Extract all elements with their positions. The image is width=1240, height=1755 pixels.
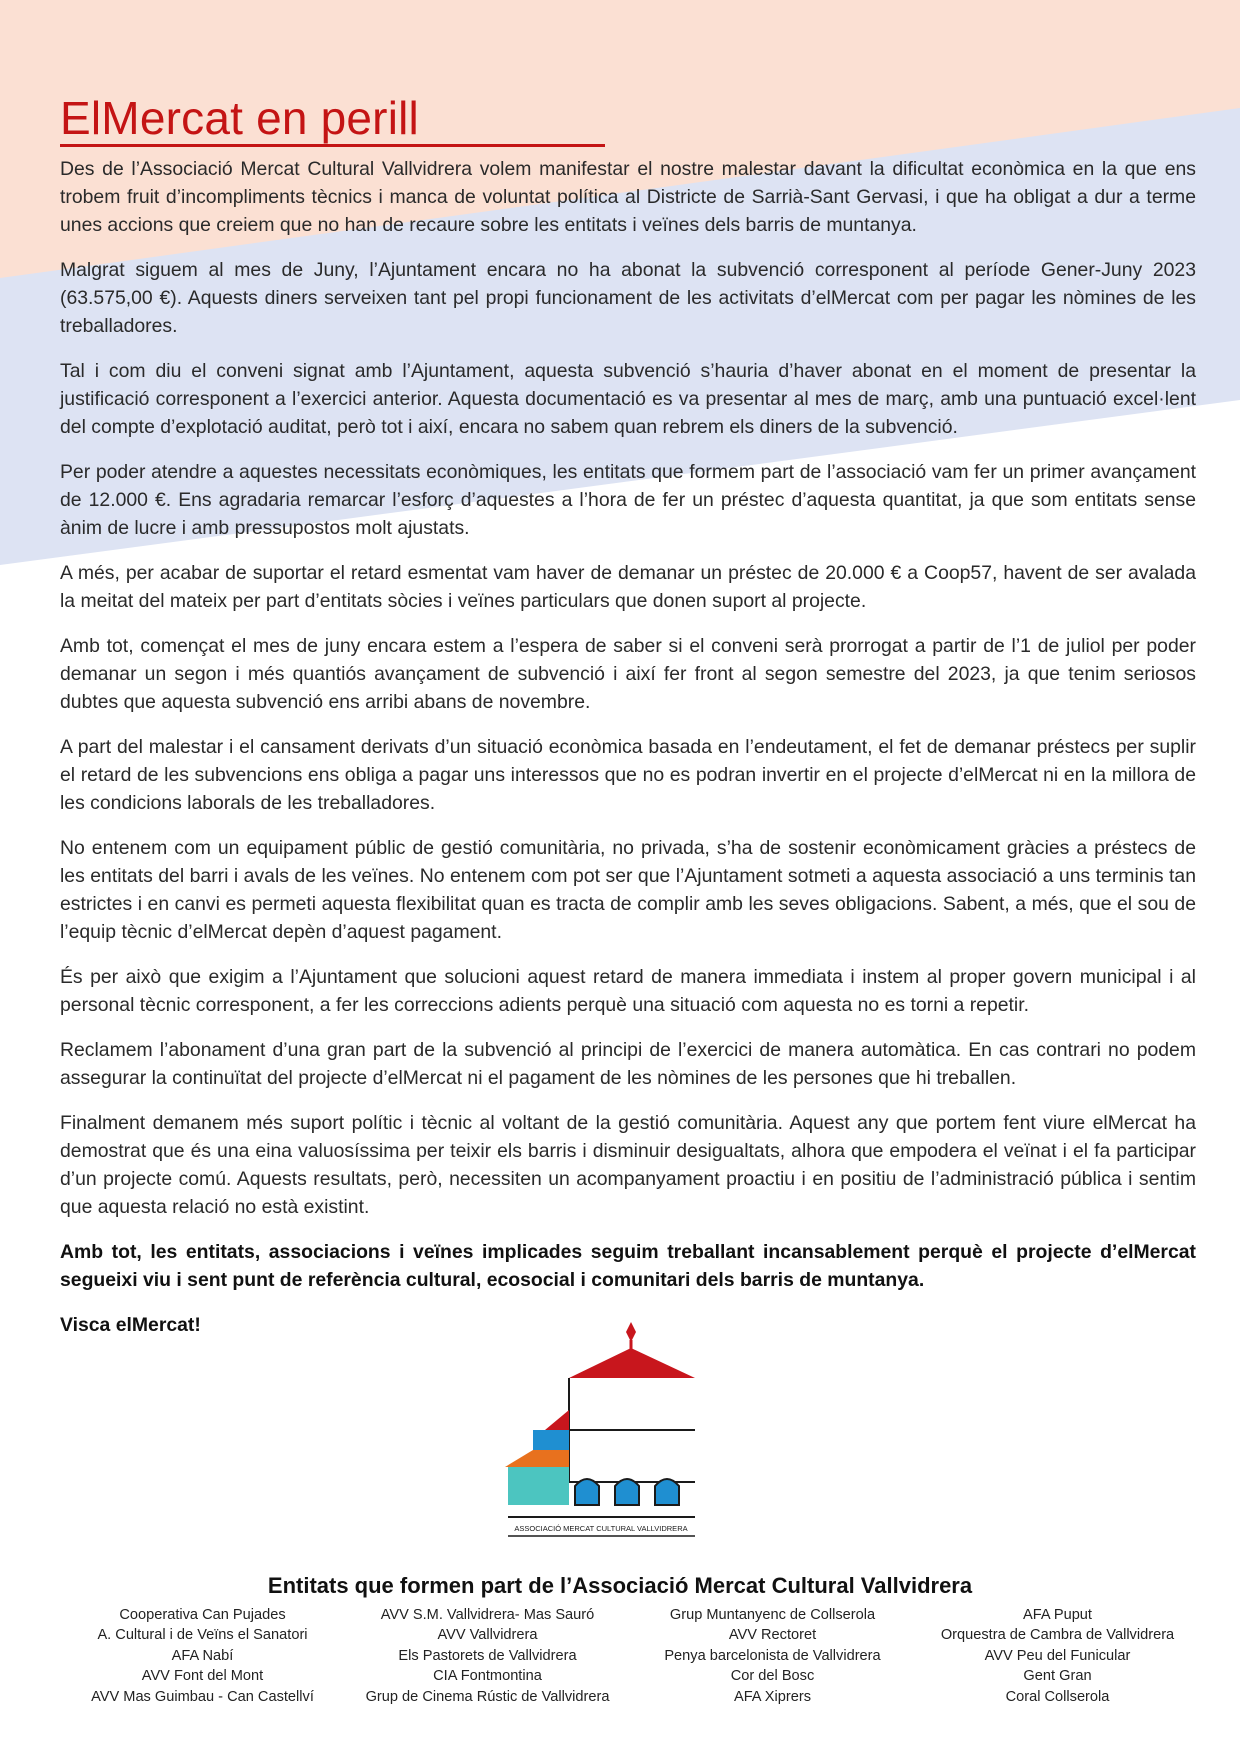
entitat-item: Grup de Cinema Rústic de Vallvidrera: [365, 1688, 610, 1705]
logo-arch-1: [575, 1479, 599, 1505]
body-paragraph: Des de l’Associació Mercat Cultural Vallvidrera volem manifestar el nostre malestar davant la dificultat econòmica en la que ens trobem fruit d’incompliments tècnics i manca de voluntat política al Districte de Sarrià-Sant Gervasi, i que ha obligat a dur a terme unes accions que creiem que no han de recaure sobre les entitats i veïnes dels barris de muntanya.: [60, 158, 1196, 236]
body-paragraph: Amb tot, començat el mes de juny encara estem a l’espera de saber si el conveni serà prorrogat a partir de l’1 de juliol per poder demanar un segon i més quantiós avançament de subvenció i així fer front al segon semestre del 2023, ja que tenim seriosos dubtes que aquesta subvenció ens arribi abans de novembre.: [60, 635, 1196, 713]
entitat-item: Grup Muntanyenc de Collserola: [669, 1607, 876, 1623]
entitat-item: Cor del Bosc: [730, 1668, 815, 1685]
entitat-item: AVV Peu del Funicular: [984, 1647, 1131, 1664]
body-paragraph: No entenem com un equipament públic de gestió comunitària, no privada, s’ha de sostenir econòmicament gràcies a préstecs de les entitats del barri i avals de les veïnes. No entenem com pot ser que l’Ajuntament sotmeti a aquesta associació a uns terminis tan estrictes i en canvi es permeti aquesta flexibilitat quan es tracta de complir amb les seves obligacions. Sabent, a més, que el sou de l’equip tècnic d’elMercat depèn d’aquest pagament.: [60, 837, 1196, 943]
entitat-item: AFA Nabí: [171, 1647, 234, 1664]
entitats-list: [60, 1605, 1200, 1707]
body-paragraph: Per poder atendre a aquestes necessitats econòmiques, les entitats que formem part de l’associació vam fer un primer avançament de 12.000 €. Ens agradaria remarcar l’esforç d’aquestes a l’hora de fer un préstec d’aquesta quantitat, ja que som entitats sense ànim de lucre i amb pressupostos molt ajustats.: [60, 461, 1196, 539]
logo-arch-3: [655, 1479, 679, 1505]
entitats-heading: Entitats que formen part de l’Associació Mercat Cultural Vallvidrera: [267, 1573, 973, 1598]
entitat-item: AVV Vallvidrera: [437, 1627, 538, 1644]
logo-finial: [626, 1322, 636, 1342]
entitat-item: AFA Xiprers: [733, 1688, 812, 1705]
body-paragraph: Reclamem l’abonament d’una gran part de la subvenció al principi de l’exercici de manera automàtica. En cas contrari no podem assegurar la continuïtat del projecte d’elMercat ni el pagament de les nòmines de les persones que hi treballen.: [60, 1039, 1196, 1089]
entitat-item: A. Cultural i de Veïns el Sanatori: [97, 1627, 308, 1644]
entitat-item: AVV S.M. Vallvidrera- Mas Sauró: [380, 1607, 595, 1623]
body-paragraph: A part del malestar i el cansament derivats d’un situació econòmica basada en l’endeutament, el fet de demanar préstecs per suplir el retard de les subvencions ens obliga a pagar uns interessos que no es podran invertir en el projecte d’elMercat ni en la millora de les condicions laborals de les treballadores.: [60, 736, 1196, 814]
entitat-item: CIA Fontmontina: [433, 1668, 542, 1685]
page-title: ElMercat en perill: [60, 92, 419, 144]
logo-caption: ASSOCIACIÓ MERCAT CULTURAL VALLVIDRERA: [514, 1524, 688, 1533]
logo-red-wedge: [545, 1410, 569, 1430]
document-body: [60, 92, 1196, 1339]
title-underline: [60, 144, 605, 147]
entitats-column: [630, 1605, 915, 1707]
entitat-item: AVV Mas Guimbau - Can Castellví: [91, 1688, 314, 1705]
entitat-item: AVV Rectoret: [728, 1627, 817, 1644]
entitat-item: Coral Collserola: [1005, 1688, 1110, 1705]
logo-roof: [569, 1348, 695, 1378]
logo-arch-2: [615, 1479, 639, 1505]
entitat-item: Els Pastorets de Vallvidrera: [398, 1647, 577, 1664]
entitat-item: Orquestra de Cambra de Vallvidrera: [940, 1627, 1175, 1644]
paragraphs: [60, 155, 1196, 1339]
body-paragraph: Finalment demanem més suport polític i tècnic al voltant de la gestió comunitària. Aquest any que portem fent viure elMercat ha demostrat que és una eina valuosíssima per teixir els barris i disminuir desigualtats, alhora que empodera el veïnat i el fa participar d’un projecte comú. Aquests resultats, però, necessiten un acompanyament proactiu i en positiu de l’administració pública i sentim que aquesta relació no està existint.: [60, 1112, 1196, 1218]
logo-orange-wedge: [505, 1450, 569, 1467]
logo-blue-block: [533, 1430, 569, 1450]
entitats-column: [345, 1605, 630, 1707]
closing-paragraph: Visca elMercat!: [60, 1314, 201, 1336]
body-paragraph: Malgrat siguem al mes de Juny, l’Ajuntament encara no ha abonat la subvenció corresponent al període Gener-Juny 2023 (63.575,00 €). Aquests diners serveixen tant pel propi funcionament de les activitats d’elMercat com per pagar les nòmines de les treballadores.: [60, 259, 1196, 337]
mercat-logo: [505, 1322, 700, 1557]
entitat-item: Gent Gran: [1023, 1668, 1092, 1685]
entitats-column: [915, 1605, 1200, 1707]
body-paragraph: Tal i com diu el conveni signat amb l’Ajuntament, aquesta subvenció s’hauria d’haver abonat en el moment de presentar la justificació corresponent a l’exercici anterior. Aquesta documentació es va presentar al mes de març, amb una puntuació excel·lent del compte d’explotació auditat, però tot i així, encara no sabem quan rebrem els diners de la subvenció.: [60, 360, 1196, 438]
entitat-item: AVV Font del Mont: [141, 1668, 264, 1685]
entitat-item: AFA Puput: [1023, 1607, 1092, 1623]
entitats-column: [60, 1605, 345, 1707]
closing-paragraph: Amb tot, les entitats, associacions i veïnes implicades seguim treballant incansablement perquè el projecte d’elMercat segueixi viu i sent punt de referència cultural, ecosocial i comunitari dels barris de muntanya.: [60, 1241, 1196, 1291]
entitat-item: Cooperativa Can Pujades: [119, 1607, 286, 1623]
body-paragraph: A més, per acabar de suportar el retard esmentat vam haver de demanar un préstec de 20.000 € a Coop57, havent de ser avalada la meitat del mateix per part d’entitats sòcies i veïnes particulars que donen suport al projecte.: [60, 562, 1196, 612]
entitat-item: Penya barcelonista de Vallvidrera: [664, 1647, 881, 1664]
logo-teal-block: [508, 1467, 569, 1505]
body-paragraph: És per això que exigim a l’Ajuntament que solucioni aquest retard de manera immediata i instem al proper govern municipal i al personal tècnic corresponent, a fer les correccions adients perquè una situació com aquesta no es torni a repetir.: [60, 966, 1196, 1016]
